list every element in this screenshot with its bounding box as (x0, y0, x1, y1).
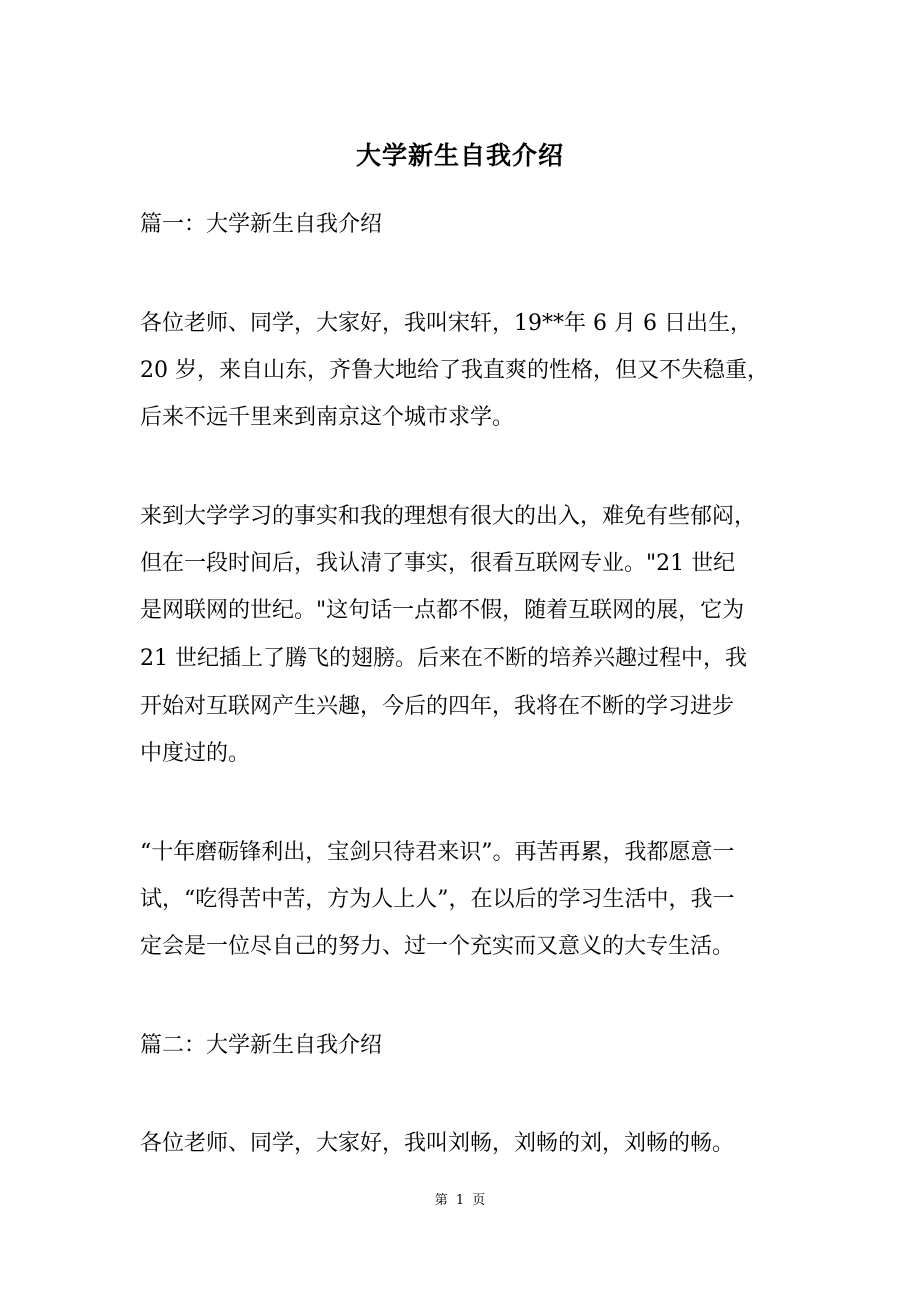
paragraph-line: 21 世纪插上了腾飞的翅膀。后来在不断的培养兴趣过程中，我 (140, 646, 747, 671)
paragraph-line: 是网联网的世纪。"这句话一点都不假，随着互联网的展，它为 (140, 598, 745, 623)
paragraph-line: 开始对互联网产生兴趣，今后的四年，我将在不断的学习进步 (140, 694, 735, 719)
paragraph-line: 中度过的。 (140, 741, 251, 766)
page-number: 第 1 页 (434, 1193, 486, 1208)
paragraph-line: 定会是一位尽自己的努力、过一个充实而又意义的大专生活。 (140, 934, 735, 959)
paragraph-line: 但在一段时间后，我认清了事实，很看互联网专业。"21 世纪 (140, 551, 736, 576)
paragraph-line: 后来不远千里来到南京这个城市求学。 (140, 405, 515, 430)
paragraph-line: 试，“吃得苦中苦，方为人上人”，在以后的学习生活中，我一 (140, 887, 735, 912)
paragraph-line: 各位老师、同学，大家好，我叫宋轩，19**年 6 月 6 日出生， (140, 311, 752, 336)
paragraph-line: 来到大学学习的事实和我的理想有很大的出入，难免有些郁闷， (140, 504, 757, 529)
document-title: 大学新生自我介绍 (355, 141, 564, 170)
paragraph-line: 20 岁，来自山东，齐鲁大地给了我直爽的性格，但又不失稳重， (140, 358, 769, 383)
paragraph-line: 各位老师、同学，大家好，我叫刘畅，刘畅的刘，刘畅的畅。 (140, 1131, 735, 1156)
section-heading-1: 篇一：大学新生自我介绍 (140, 212, 383, 237)
paragraph-line: “十年磨砺锋利出，宝剑只待君来识”。再苦再累，我都愿意一 (140, 840, 735, 865)
section-heading-2: 篇二：大学新生自我介绍 (140, 1033, 383, 1058)
